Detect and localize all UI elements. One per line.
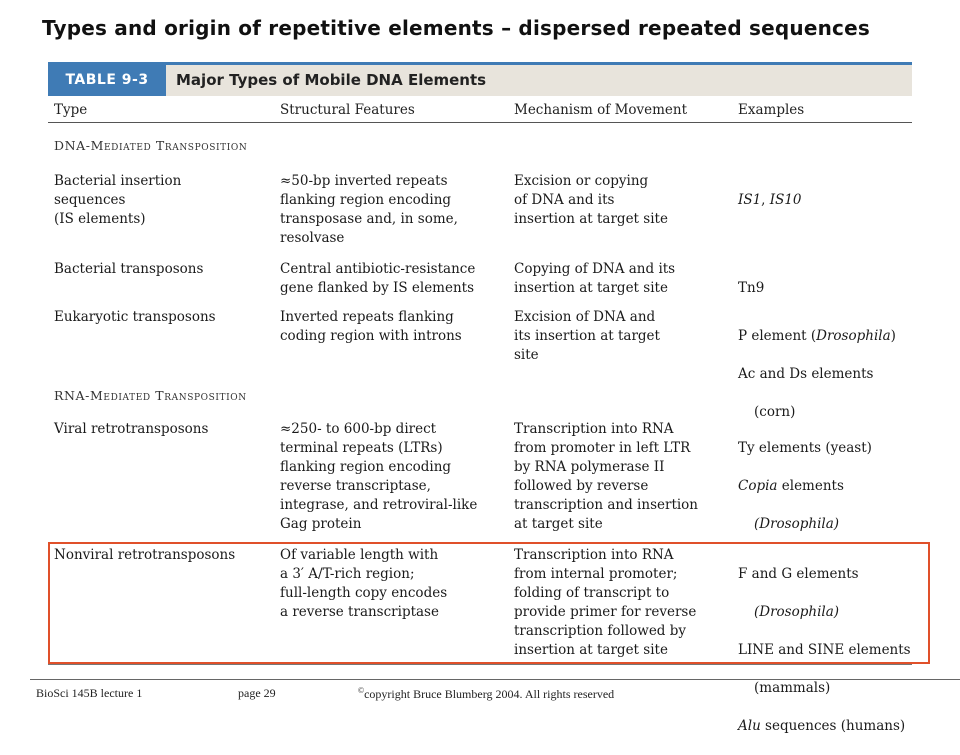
example-item: Tn9 (738, 280, 765, 296)
cell-features: ≈250- to 600-bp direct terminal repeats (LTRs) flanking region encoding reverse transcriptase, integrase, and retroviral-like Gag protein (280, 421, 478, 532)
example-item: P element (Drosophila) (738, 328, 896, 344)
header-structural-features: Structural Features (280, 102, 415, 118)
copyright-symbol: © (358, 686, 365, 695)
table-header-bar (48, 62, 912, 96)
example-item: IS1, IS10 (738, 192, 802, 208)
cell-type: Viral retrotransposons (54, 421, 209, 437)
example-item: (corn) (754, 404, 796, 420)
section-dna-mediated: DNA-Mediated Transposition (54, 138, 248, 153)
cell-features: ≈50-bp inverted repeats flanking region encoding transposase and, in some, resolvase (280, 173, 458, 246)
cell-type: Bacterial transposons (54, 261, 204, 277)
footer-copyright-wrap (358, 686, 614, 702)
footer-course: BioSci 145B lecture 1 (36, 686, 143, 700)
column-headers (48, 100, 912, 123)
example-item: (mammals) (754, 680, 831, 696)
cell-type: Bacterial insertion sequences (IS elements) (54, 173, 182, 227)
footer-divider (30, 679, 960, 680)
header-mechanism: Mechanism of Movement (514, 102, 688, 118)
header-type: Type (54, 102, 88, 118)
cell-features: Central antibiotic-resistance gene flanked by IS elements (280, 261, 476, 296)
example-item: LINE and SINE elements (738, 642, 911, 658)
cell-examples (738, 172, 912, 229)
table-badge: TABLE 9-3 (48, 65, 166, 96)
example-item: (Drosophila) (754, 516, 840, 532)
cell-mechanism: Transcription into RNA from internal promoter; folding of transcript to provide primer for reverse transcription followed by insertion at target site (514, 547, 697, 658)
example-item: Ac and Ds elements (738, 366, 874, 382)
example-item: F and G elements (738, 566, 859, 582)
section-rna-mediated: RNA-Mediated Transposition (54, 388, 247, 403)
table-caption: Major Types of Mobile DNA Elements (176, 71, 487, 89)
cell-examples (738, 420, 912, 553)
cell-type: Nonviral retrotransposons (54, 547, 236, 563)
example-item: Alu sequences (humans) (738, 718, 906, 734)
cell-type: Eukaryotic transposons (54, 309, 216, 325)
footer-page-number: page 29 (238, 686, 276, 700)
example-item: Copia elements (738, 478, 844, 494)
example-item: Ty elements (yeast) (738, 440, 872, 456)
cell-mechanism: Transcription into RNA from promoter in left LTR by RNA polymerase II followed by reverse transcription and insertion at target site (514, 421, 699, 532)
highlight-box-nonviral (48, 542, 930, 664)
table-bottom-rule (48, 664, 912, 665)
example-item: (Drosophila) (754, 604, 840, 620)
cell-features: Inverted repeats flanking coding region with introns (280, 309, 462, 344)
header-examples: Examples (738, 102, 805, 118)
slide-title: Types and origin of repetitive elements – dispersed repeated sequences (42, 16, 870, 40)
cell-mechanism: Copying of DNA and its insertion at target site (514, 261, 676, 296)
cell-mechanism: Excision or copying of DNA and its insertion at target site (514, 173, 668, 227)
footer-copyright: copyright Bruce Blumberg 2004. All rights reserved (364, 687, 615, 701)
cell-features: Of variable length with a 3′ A/T-rich region; full-length copy encodes a reverse transcriptase (280, 547, 448, 620)
cell-mechanism: Excision of DNA and its insertion at target site (514, 309, 660, 363)
